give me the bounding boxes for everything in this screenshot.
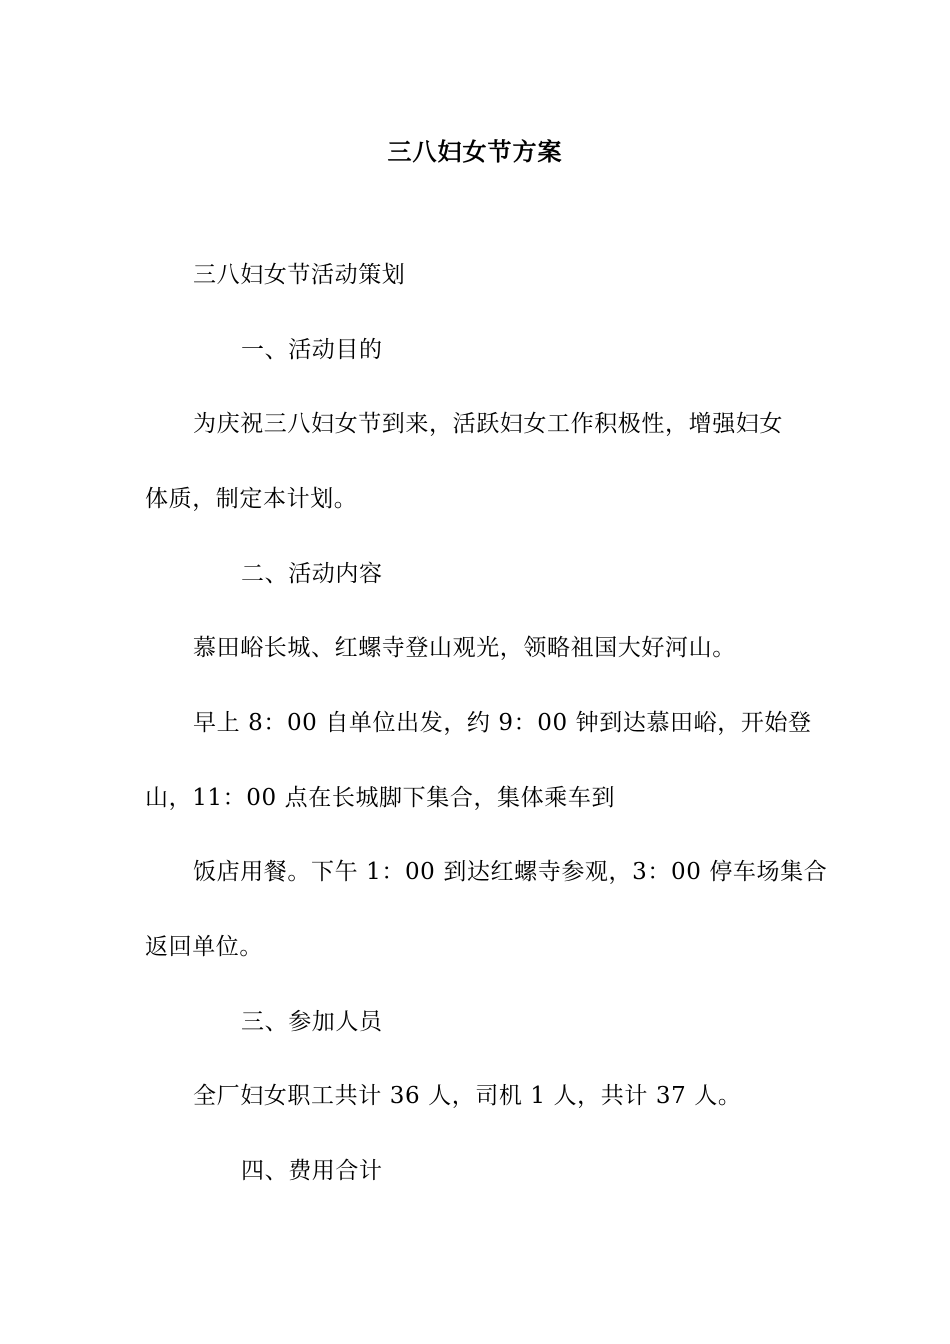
paragraph-line: 返回单位。 <box>145 934 263 960</box>
section-heading-costs: 四、费用合计 <box>241 1158 383 1184</box>
paragraph-line: 为庆祝三八妇女节到来，活跃妇女工作积极性，增强妇女 <box>193 411 783 437</box>
paragraph-line: 山，11：00 点在长城脚下集合，集体乘车到 <box>145 785 616 811</box>
paragraph-line: 早上 8：00 自单位出发，约 9：00 钟到达慕田峪，开始登 <box>193 710 812 736</box>
section-heading-content: 二、活动内容 <box>241 561 383 587</box>
section-heading-participants: 三、参加人员 <box>241 1009 383 1035</box>
paragraph-line: 体质，制定本计划。 <box>145 486 358 512</box>
document-title: 三八妇女节方案 <box>387 137 563 166</box>
paragraph-line: 饭店用餐。下午 1：00 到达红螺寺参观，3：00 停车场集合 <box>193 859 828 885</box>
paragraph-line: 全厂妇女职工共计 36 人，司机 1 人，共计 37 人。 <box>193 1083 742 1109</box>
paragraph-line: 慕田峪长城、红螺寺登山观光，领略祖国大好河山。 <box>193 635 736 661</box>
plan-heading: 三八妇女节活动策划 <box>193 262 406 288</box>
section-heading-purpose: 一、活动目的 <box>241 337 383 363</box>
